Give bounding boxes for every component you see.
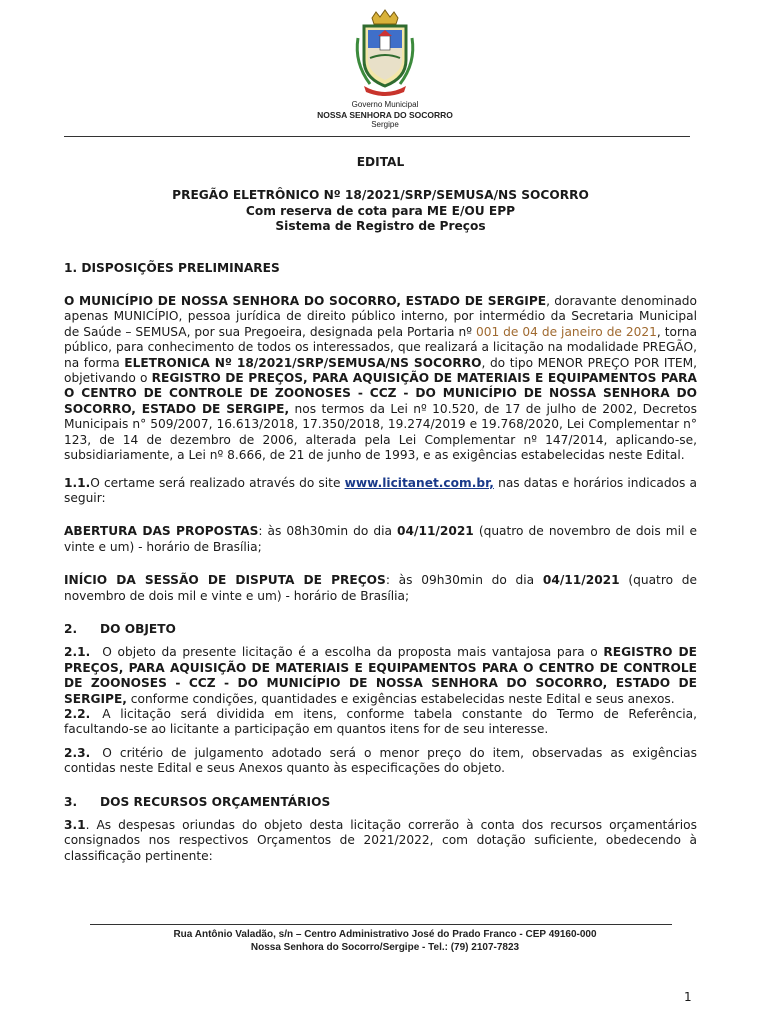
session-date: 04/11/2021 [542, 573, 620, 588]
footer-line-1: Rua Antônio Valadão, s/n – Centro Administrativo José do Prado Franco - CEP 49160-000 [173, 929, 597, 940]
price-registry-system: Sistema de Registro de Preços [275, 219, 486, 234]
section-title: DOS RECURSOS ORÇAMENTÁRIOS [100, 794, 331, 809]
municipality-name: NOSSA SENHORA DO SOCORRO [317, 110, 453, 120]
state-name: Sergipe [371, 120, 399, 129]
clause-number: 3.1 [64, 818, 86, 832]
text-span: , torna público, para conhecimento de todos os interessados, que realizará a licitação na modalidade PREGÃO, na forma [64, 324, 697, 370]
text-span: (quatro de novembro de dois mil e vinte e um) - horário de Brasília; [64, 524, 697, 554]
clause-2-1 [64, 645, 697, 707]
doc-title: EDITAL [356, 155, 405, 169]
portaria-date: 001 de 04 de janeiro de 2021 [475, 324, 657, 339]
section-1-heading: 1. DISPOSIÇÕES PRELIMINARES [64, 260, 280, 275]
text-span: : às 09h30min do dia [385, 573, 543, 588]
municipality-party: O MUNICÍPIO DE NOSSA SENHORA DO SOCORRO, ESTADO DE SERGIPE [64, 294, 547, 309]
text-span: conforme condições, quantidades e exigências estabelecidas neste Edital e seus anexos. [126, 691, 675, 706]
section-3-heading [64, 795, 697, 810]
clause-number: 2.1. [64, 645, 91, 660]
document-body [64, 150, 697, 864]
section-2-heading [64, 622, 697, 637]
section-number: 2. [64, 621, 78, 636]
clause-1-1 [64, 476, 697, 507]
government-label: Governo Municipal [351, 100, 419, 109]
object-description: REGISTRO DE PREÇOS, PARA AQUISIÇÃO DE MATERIAIS E EQUIPAMENTOS PARA O CENTRO DE CONTROLE DE ZOONOSES - CCZ - DO MUNICÍPIO DE NOSSA SENHORA DO SOCORRO, ESTADO DE SERGIPE, [64, 371, 697, 416]
text-span: : às 08h30min do dia [258, 524, 398, 539]
dispute-session-start [64, 573, 697, 604]
section-title: DO OBJETO [100, 621, 176, 636]
footer-address [0, 928, 770, 954]
text-span: O critério de julgamento adotado será o menor preço do item, observadas as exigências contidas neste Edital e seus Anexos quanto às especificações do objeto. [64, 745, 697, 776]
clause-number: 1.1. [64, 475, 91, 490]
opening-label: ABERTURA DAS PROPOSTAS [64, 524, 259, 539]
letterhead [0, 8, 770, 130]
text-span: (quatro de novembro de dois mil e vinte e um) - horário de Brasília; [64, 573, 697, 603]
proposal-opening [64, 524, 697, 555]
quota-reservation: Com reserva de cota para ME E/OU EPP [245, 203, 516, 218]
session-label: INÍCIO DA SESSÃO DE DISPUTA DE PREÇOS [64, 573, 386, 588]
text-span: , doravante denominado apenas MUNICÍPIO, pessoa jurídica de direito público interno, por intermédio da Secretaria Municipal de Saúde – SEMUSA, por sua Pregoeira, designada pela Portaria nº [64, 294, 697, 339]
footer-divider [90, 924, 672, 925]
municipal-coat-of-arms-icon [350, 8, 420, 100]
clause-2-3 [64, 746, 697, 777]
text-span: O certame será realizado através do site [90, 475, 345, 490]
clause-2-2 [64, 707, 697, 738]
clause-number: 2.2. [64, 706, 91, 721]
page-number: 1 [684, 990, 692, 1004]
object-description: REGISTRO DE PREÇOS, PARA AQUISIÇÃO DE MATERIAIS E EQUIPAMENTOS PARA O CENTRO DE CONTROLE DE ZOONOSES - CCZ - DO MUNICÍPIO DE NOSSA SENHORA DO SOCORRO, ESTADO DE SERGIPE, [64, 645, 697, 706]
licitanet-link[interactable]: www.licitanet.com.br, [344, 475, 494, 490]
text-span: O objeto da presente licitação é a escolha da proposta mais vantajosa para o [102, 645, 604, 660]
text-span: nas datas e horários indicados a seguir: [64, 475, 697, 505]
clause-3-1 [64, 818, 697, 864]
header-divider [64, 136, 690, 137]
text-span: , do tipo MENOR PREÇO POR ITEM, objetivando o [64, 355, 698, 386]
text-span: nos termos da Lei nº 10.520, de 17 de julho de 2002, Decretos Municipais n° 509/2007, 16.613/2018, 17.350/2018, 19.274/2019 e 19.768/2020, Lei Complementar n° 123, de 14 de dezembro de 2006, alterada pela Lei Complementar nº 147/2014, aplicando-se, subsidiariamente, a Lei nº 8.666, de 21 de junho de 1993, e as exigências estabelecidas neste Edital. [64, 401, 697, 463]
pregao-number: PREGÃO ELETRÔNICO Nº 18/2021/SRP/SEMUSA/NS SOCORRO [172, 188, 589, 203]
pregao-reference: ELETRONICA Nº 18/2021/SRP/SEMUSA/NS SOCORRO [124, 355, 482, 370]
section-1-intro-paragraph [64, 294, 697, 463]
section-number: 3. [64, 794, 78, 809]
text-span: A licitação será dividida em itens, conforme tabela constante do Termo de Referência, facultando-se ao licitante a participação em quantos itens for de seu interesse. [64, 706, 697, 737]
clause-number: 2.3. [64, 745, 91, 760]
footer-line-2: Nossa Senhora do Socorro/Sergipe - Tel.: (79) 2107-7823 [250, 942, 520, 953]
text-span: . As despesas oriundas do objeto desta licitação correrão à conta dos recursos orçamentários consignados nos respectivos Orçamentos de 2021/2022, com dotação suficiente, obedecendo à classificação pertinente: [64, 818, 697, 863]
opening-date: 04/11/2021 [397, 524, 474, 539]
